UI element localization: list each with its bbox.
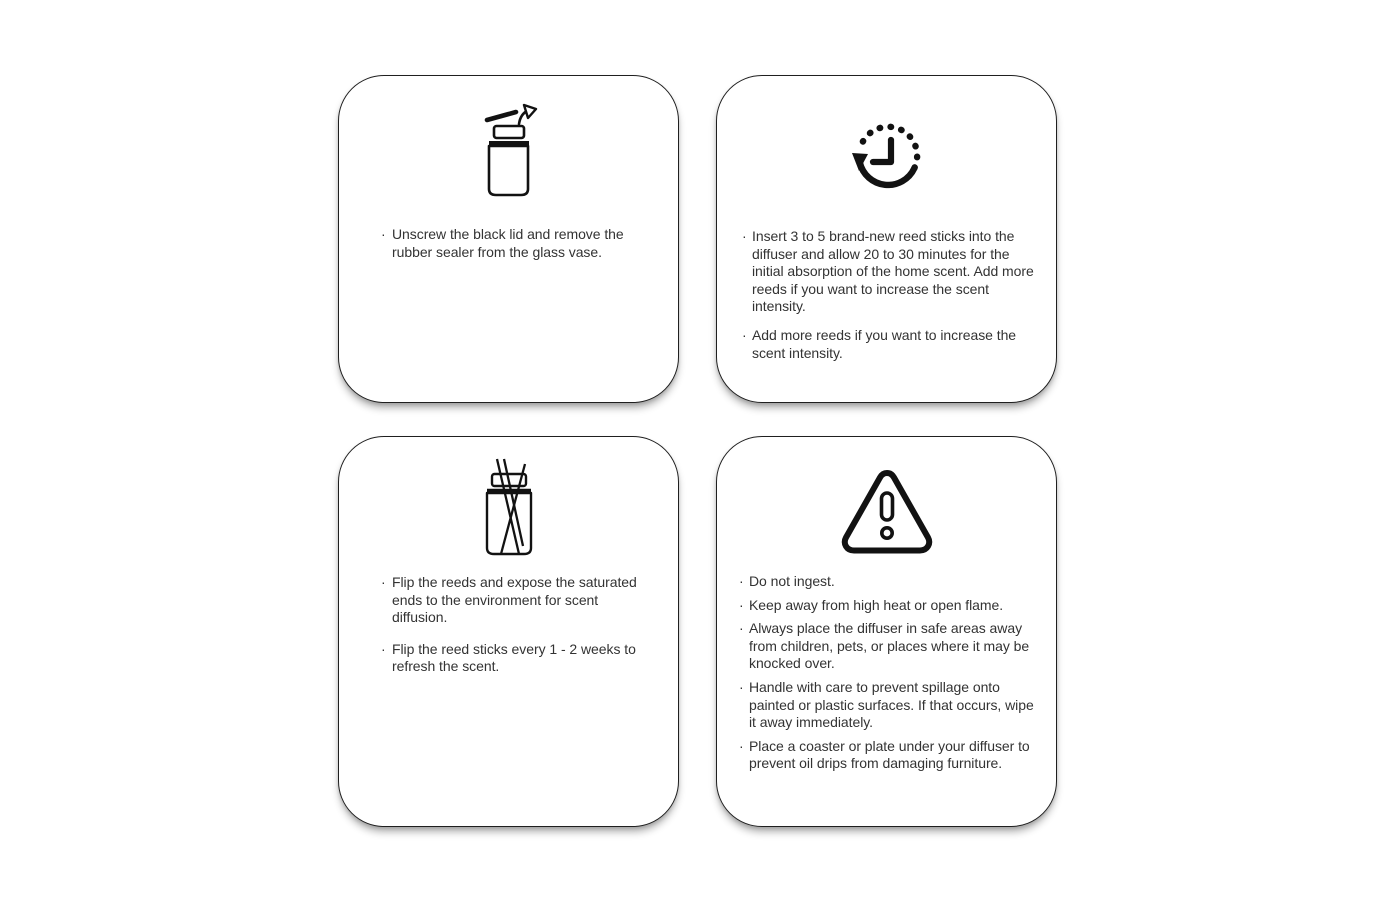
bullet-dot: · xyxy=(742,228,747,244)
bullet-dot: · xyxy=(742,326,747,343)
bullet-item xyxy=(739,738,1043,773)
bullet-dot: · xyxy=(739,596,744,613)
bullet-dot: · xyxy=(381,226,386,242)
instruction-list xyxy=(739,573,1043,779)
warning-triangle-icon xyxy=(717,467,1056,559)
bullet-item xyxy=(739,679,1043,732)
card-flip-reeds xyxy=(338,436,679,827)
bullet-dot: · xyxy=(381,640,386,657)
bullet-dot: · xyxy=(739,620,744,637)
bullet-text: Unscrew the black lid and remove the rubber sealer from the glass vase. xyxy=(392,226,624,260)
bullet-item xyxy=(739,620,1043,673)
instruction-list xyxy=(742,228,1044,373)
bullet-item xyxy=(381,574,649,627)
bullet-item xyxy=(739,597,1043,615)
bullet-dot: · xyxy=(739,737,744,754)
jar-open-lid-icon xyxy=(339,102,678,198)
bullet-item xyxy=(381,641,649,676)
bullet-item xyxy=(381,226,645,261)
instruction-list xyxy=(381,226,645,273)
bullet-text: Keep away from high heat or open flame. xyxy=(749,596,1004,613)
bullet-text: Flip the reed sticks every 1 - 2 weeks to refresh the scent. xyxy=(392,640,636,675)
bullet-text: Place a coaster or plate under your diffuser to prevent oil drips from damaging furniture. xyxy=(749,737,1030,772)
card-insert-reeds-wait xyxy=(716,75,1057,403)
bullet-text: Always place the diffuser in safe areas away from children, pets, or places where it may be knocked over. xyxy=(749,620,1030,672)
bullet-dot: · xyxy=(739,678,744,695)
bullet-text: Insert 3 to 5 brand-new reed sticks into the diffuser and allow 20 to 30 minutes for the initial absorption of the home scent. Add more reeds if you want to increase the scent intensity. xyxy=(752,228,1034,315)
bullet-dot: · xyxy=(739,573,744,589)
bullet-item xyxy=(742,327,1044,362)
card-safety-warnings xyxy=(716,436,1057,827)
instruction-list xyxy=(381,574,649,690)
bullet-text: Flip the reeds and expose the saturated ends to the environment for scent diffusion. xyxy=(392,574,637,626)
bullet-dot: · xyxy=(381,574,386,590)
card-unscrew-lid xyxy=(338,75,679,403)
bullet-text: Handle with care to prevent spillage onto painted or plastic surfaces. If that occurs, wipe it away immediately. xyxy=(749,678,1034,731)
bullet-item xyxy=(739,573,1043,591)
bullet-text: Add more reeds if you want to increase the scent intensity. xyxy=(752,326,1017,361)
bullet-text: Do not ingest. xyxy=(749,573,835,589)
clock-history-icon xyxy=(717,120,1056,194)
jar-with-reeds-icon xyxy=(339,458,678,558)
bullet-item xyxy=(742,228,1044,316)
